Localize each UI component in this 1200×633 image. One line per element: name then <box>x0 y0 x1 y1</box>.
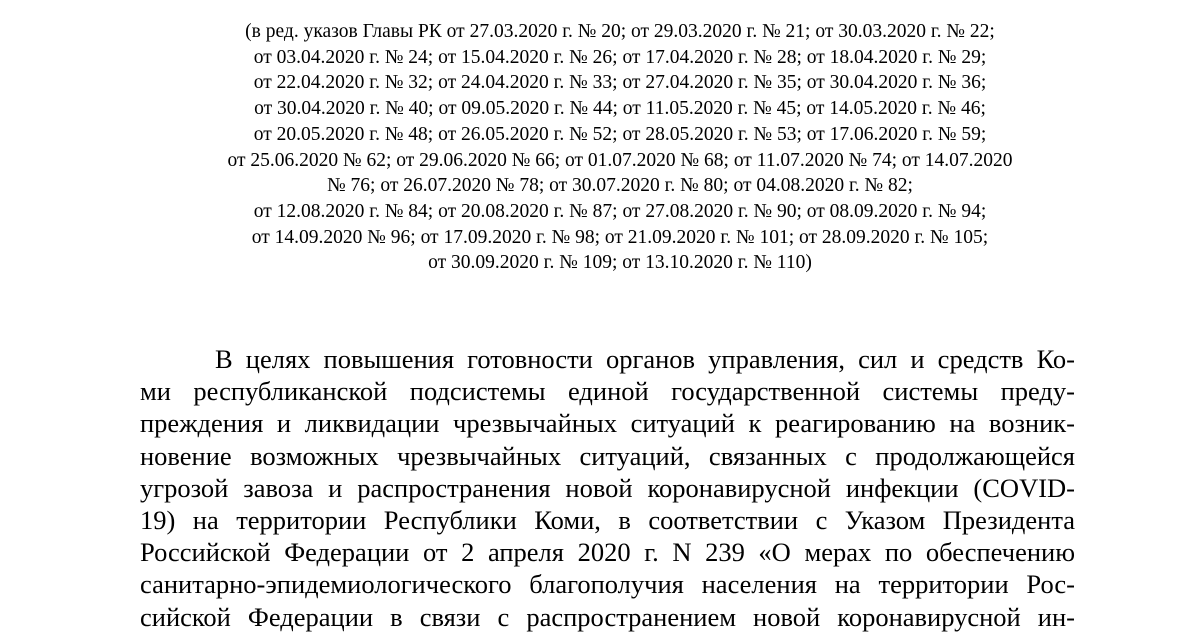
paragraph-line: В целях повышения готовности органов управления, сил и средств Ко- <box>215 344 1075 374</box>
amendments-note <box>120 19 1120 276</box>
amendment-line: от 30.09.2020 г. № 109; от 13.10.2020 г. № 110) <box>428 252 812 274</box>
paragraph-line: преждения и ликвидации чрезвычайных ситуаций к реагированию на возник- <box>140 408 1075 439</box>
paragraph-line: санитарно-эпидемиологического благополучия населения на территории Рос- <box>140 569 1075 600</box>
paragraph-line: угрозой завоза и распространения новой коронавирусной инфекции (COVID- <box>140 472 1075 503</box>
preamble-paragraph <box>140 343 1075 633</box>
amendment-line: от 14.09.2020 № 96; от 17.09.2020 г. № 98; от 21.09.2020 г. № 101; от 28.09.2020 г. № 105; <box>251 226 989 248</box>
paragraph-line: 19) на территории Республики Коми, в соответствии с Указом Президента <box>140 505 1075 536</box>
amendment-line: от 20.05.2020 г. № 48; от 26.05.2020 г. № 52; от 28.05.2020 г. № 53; от 17.06.2020 г. № 59; <box>253 123 987 145</box>
amendment-line: от 22.04.2020 г. № 32; от 24.04.2020 г. № 33; от 27.04.2020 г. № 35; от 30.04.2020 г. № 36; <box>253 72 987 94</box>
amendment-line: № 76; от 26.07.2020 № 78; от 30.07.2020 г. № 80; от 04.08.2020 г. № 82; <box>327 175 913 197</box>
paragraph-line: ми республиканской подсистемы единой государственной системы преду- <box>140 376 1075 407</box>
amendment-line: от 30.04.2020 г. № 40; от 09.05.2020 г. № 44; от 11.05.2020 г. № 45; от 14.05.2020 г. № 46; <box>254 98 986 120</box>
paragraph-line: Российской Федерации от 2 апреля 2020 г. N 239 «О мерах по обеспечению <box>140 537 1075 568</box>
amendment-line: от 25.06.2020 № 62; от 29.06.2020 № 66; от 01.07.2020 № 68; от 11.07.2020 № 74; от 14.07.2020 <box>227 149 1013 171</box>
paragraph-line: новение возможных чрезвычайных ситуаций, связанных с продолжающейся <box>140 440 1075 471</box>
amendment-line: от 12.08.2020 г. № 84; от 20.08.2020 г. № 87; от 27.08.2020 г. № 90; от 08.09.2020 г. № 94; <box>253 200 987 222</box>
amendment-line: от 03.04.2020 г. № 24; от 15.04.2020 г. № 26; от 17.04.2020 г. № 28; от 18.04.2020 г. № 29; <box>253 46 987 68</box>
amendment-line: (в ред. указов Главы РК от 27.03.2020 г. № 20; от 29.03.2020 г. № 21; от 30.03.2020 г. № 22; <box>245 21 995 42</box>
paragraph-line: сийской Федерации в связи с распространением новой коронавирусной ин- <box>140 601 1075 632</box>
